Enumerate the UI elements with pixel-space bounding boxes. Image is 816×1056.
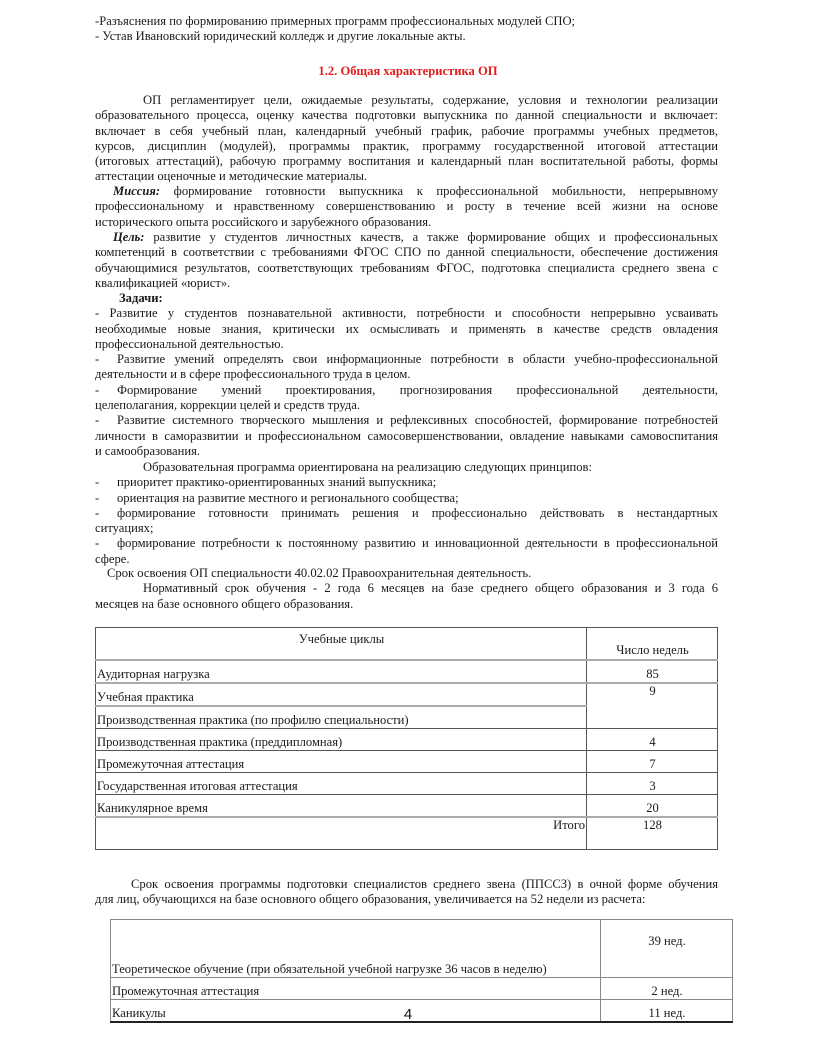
row-label: Производственная практика (преддипломная) [96, 729, 587, 751]
normative-line: месяцев на базе основного общего образования. [95, 596, 354, 611]
task-line: личности в саморазвитии и профессиональном самосовершенствовании, овладение навыками самовоспитания [95, 428, 718, 443]
table-row [111, 920, 733, 978]
task-line: и самообразования. [95, 443, 201, 458]
study-cycles-table [95, 627, 718, 850]
text-line: образовательного процесса, оценку качества подготовки выпускника по данной специальности и включает: [95, 108, 718, 123]
ppssz-paragraph [95, 877, 718, 908]
table-row [96, 729, 718, 751]
row-value: 4 [587, 729, 718, 751]
total-value: 128 [587, 817, 718, 850]
intro-line: -Разъяснения по формированию примерных программ профессиональных модулей СПО; [95, 14, 576, 28]
section-title: 1.2. Общая характеристика ОП [318, 64, 498, 78]
table-row [96, 660, 718, 683]
mission-paragraph [95, 184, 718, 230]
principles-intro: Образовательная программа ориентирована на реализацию следующих принципов: [143, 460, 592, 474]
header-cell-cycles: Учебные циклы [96, 628, 587, 661]
row-label: Производственная практика (по профилю специальности) [96, 706, 587, 729]
row-label: Учебная практика [96, 683, 587, 706]
mission-label: Миссия: [113, 184, 161, 198]
op-paragraph [95, 93, 718, 185]
task-line: деятельности и в сфере профессионального труда в целом. [95, 367, 411, 382]
task-line: необходимые новые знания, критически их осмысливать и применять в качестве средств овладения [95, 321, 718, 336]
row-label: Каникулы [111, 1000, 601, 1023]
intro-block [95, 14, 718, 45]
text-line: квалификацией «юрист». [95, 275, 231, 290]
text-span: приоритет практико-ориентированных знаний выпускника; [117, 475, 437, 490]
table-row [111, 978, 733, 1000]
row-label: Промежуточная аттестация [111, 978, 601, 1000]
text-line: для лиц, обучающихся на базе основного общего образования, увеличивается на 52 недели из расчета: [95, 892, 646, 907]
text-line [95, 184, 718, 199]
text-span: Развитие системного творческого мышления и рефлексивных способностей, формирование потребностей [117, 413, 718, 428]
text-span: формирование готовности выпускника к профессиональной мобильности, непрерывному [160, 184, 718, 198]
table-row [96, 683, 718, 706]
text-line: аттестации оценочные и методические материалы. [95, 169, 368, 184]
text-span: формирование потребности к постоянному развитию и инновационной деятельности в профессиональной [117, 536, 718, 551]
row-value: 2 нед. [601, 978, 733, 1000]
row-value: 3 [587, 773, 718, 795]
table-row [96, 795, 718, 818]
page-number: 4 [403, 1006, 413, 1023]
tasks-block [95, 291, 718, 459]
tasks-label: Задачи: [119, 291, 163, 305]
text-span: Развитие умений определять свои информационные потребности в области учебно-профессиональной [117, 352, 718, 367]
table-row [96, 751, 718, 773]
goal-label: Цель: [113, 230, 145, 244]
text-line: профессиональному и нравственному совершенствованию и росту в течение всей жизни на основе [95, 199, 718, 214]
term-line: Срок освоения ОП специальности 40.02.02 Правоохранительная деятельность. [107, 566, 532, 580]
row-value: 11 нед. [601, 1000, 733, 1023]
task-line: целеполагания, коррекции целей и средств труда. [95, 398, 361, 413]
text-span: ориентация на развитие местного и регионального сообщества; [117, 490, 459, 505]
row-value: 20 [587, 795, 718, 818]
row-label: Государственная итоговая аттестация [96, 773, 587, 795]
row-label: Каникулярное время [96, 795, 587, 818]
principle-line: - формирование готовности принимать решения и профессионально действовать в нестандартных [95, 505, 718, 520]
text-line: обучающимися результатов, соответствующих требованиям ФГОС, подготовка специалиста среднего звена с [95, 260, 718, 275]
row-value: 9 [587, 683, 718, 729]
row-value: 85 [587, 660, 718, 683]
total-label: Итого [96, 817, 587, 850]
principles-block [95, 460, 718, 567]
term-block [95, 566, 718, 612]
principle-line: - формирование потребности к постоянному развитию и инновационной деятельности в профессиональной [95, 536, 718, 551]
row-label: Промежуточная аттестация [96, 751, 587, 773]
row-value: 39 нед. [601, 920, 733, 978]
text-span: развитие у студентов личностных качеств, а также формирование общих и профессиональных [144, 230, 718, 244]
row-label: Теоретическое обучение (при обязательной учебной нагрузке 36 часов в неделю) [111, 920, 601, 978]
text-line: включает в себя учебный план, календарный учебный график, рабочие программы учебных предметов, [95, 123, 718, 138]
table-total-row [96, 817, 718, 850]
principle-line: ситуациях; [95, 521, 154, 536]
intro-line: - Устав Ивановский юридический колледж и другие локальные акты. [95, 29, 466, 44]
task-line: - Развитие умений определять свои информационные потребности в области учебно-профессиональной [95, 352, 718, 367]
principle-line: сфере. [95, 551, 130, 566]
text-span: Формирование умений проектирования, прогнозирования профессиональной деятельности, [117, 382, 718, 397]
table-header-row [96, 628, 718, 661]
text-line [95, 230, 718, 245]
row-label: Аудиторная нагрузка [96, 660, 587, 683]
header-cell-weeks: Число недель [587, 628, 718, 661]
normative-line: Нормативный срок обучения - 2 года 6 месяцев на базе среднего общего образования и 3 года 6 [143, 581, 718, 596]
text-span: формирование готовности принимать решения и профессионально действовать в нестандартных [117, 505, 718, 520]
task-line: - Формирование умений проектирования, прогнозирования профессиональной деятельности, [95, 382, 718, 397]
task-line: - Развитие системного творческого мышления и рефлексивных способностей, формирование потребностей [95, 413, 718, 428]
text-line: ОП регламентирует цели, ожидаемые результаты, содержание, условия и технологии реализации [143, 93, 718, 107]
principle-line: - приоритет практико-ориентированных знаний выпускника; [95, 475, 437, 490]
text-line: компетенций в соответствии с требованиями ФГОС СПО по данной специальности, обеспечение достижения [95, 245, 718, 260]
task-line: профессиональной деятельностью. [95, 336, 284, 351]
text-line: курсов, дисциплин (модулей), программы практик, программу государственной итоговой аттестации [95, 138, 718, 153]
table-row [96, 773, 718, 795]
text-line: (итоговых аттестаций), рабочую программу воспитания и календарный план воспитательной работы, формы [95, 154, 718, 169]
text-line: Срок освоения программы подготовки специалистов среднего звена (ППССЗ) в очной форме обучения [131, 877, 718, 891]
row-value: 7 [587, 751, 718, 773]
principle-line: - ориентация на развитие местного и регионального сообщества; [95, 490, 459, 505]
goal-paragraph [95, 230, 718, 291]
text-line: исторического опыта российского и зарубежного образования. [95, 214, 432, 229]
task-line: - Развитие у студентов познавательной активности, потребности и способности непрерывно усваивать [95, 306, 718, 321]
